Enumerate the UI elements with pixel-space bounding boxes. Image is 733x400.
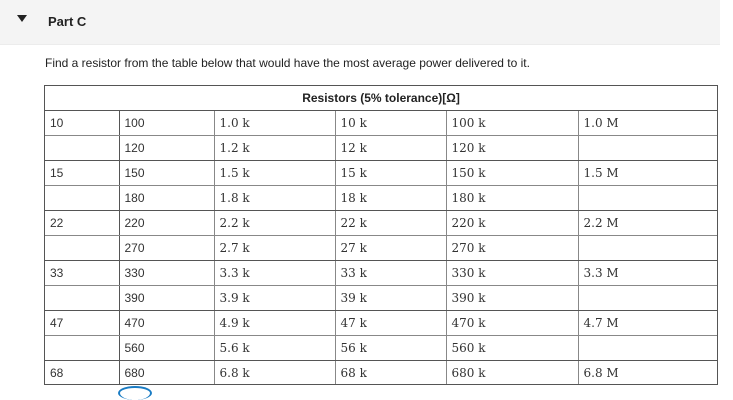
table-cell [578,286,717,311]
table-cell: 220 k [446,211,578,236]
table-cell: 150 k [446,161,578,186]
table-row [45,211,717,236]
table-row [45,111,717,136]
table-row [45,161,717,186]
table-cell: 4.9 k [214,311,335,336]
table-cell: 180 [119,186,214,211]
table-row [45,236,717,261]
table-cell: 1.8 k [214,186,335,211]
table-cell: 1.0 k [214,111,335,136]
table-cell: 330 [119,261,214,286]
table-cell: 18 k [335,186,446,211]
table-cell [45,286,119,311]
table-cell: 15 k [335,161,446,186]
table-cell: 1.2 k [214,136,335,161]
table-cell: 47 [45,311,119,336]
table-cell: 120 [119,136,214,161]
table-cell: 15 [45,161,119,186]
table-cell [578,186,717,211]
table-cell: 270 [119,236,214,261]
table-cell: 470 [119,311,214,336]
table-cell: 5.6 k [214,336,335,361]
partial-circle-icon [118,386,152,400]
table-cell [578,236,717,261]
table-cell: 330 k [446,261,578,286]
table-cell: 22 k [335,211,446,236]
table-cell: 3.9 k [214,286,335,311]
table-cell [578,136,717,161]
table-cell: 6.8 M [578,361,717,386]
table-cell: 39 k [335,286,446,311]
table-cell: 68 k [335,361,446,386]
table-cell [45,336,119,361]
table-cell: 150 [119,161,214,186]
table-cell: 180 k [446,186,578,211]
table-row [45,311,717,336]
table-cell: 1.5 k [214,161,335,186]
table-row [45,261,717,286]
table-cell: 470 k [446,311,578,336]
table-cell: 1.5 M [578,161,717,186]
table-cell: 220 [119,211,214,236]
table-cell: 6.8 k [214,361,335,386]
table-cell: 2.2 k [214,211,335,236]
table-cell: 10 k [335,111,446,136]
resistor-table [45,86,717,385]
question-text: Find a resistor from the table below that would have the most average power delivered to it. [45,56,530,70]
resistor-table-container [44,85,718,385]
table-cell: 560 [119,336,214,361]
table-cell: 27 k [335,236,446,261]
table-row [45,286,717,311]
table-cell: 4.7 M [578,311,717,336]
table-cell: 12 k [335,136,446,161]
table-cell: 1.0 M [578,111,717,136]
table-cell: 3.3 k [214,261,335,286]
part-c-header[interactable] [0,0,720,45]
table-cell: 100 [119,111,214,136]
table-body [45,111,717,386]
table-cell: 47 k [335,311,446,336]
table-cell: 33 [45,261,119,286]
table-row [45,336,717,361]
table-row [45,361,717,386]
table-cell: 680 [119,361,214,386]
collapse-caret-icon[interactable] [17,15,27,22]
part-title: Part C [48,14,87,29]
table-cell: 56 k [335,336,446,361]
table-cell: 680 k [446,361,578,386]
table-cell: 120 k [446,136,578,161]
table-cell: 22 [45,211,119,236]
table-cell [45,236,119,261]
table-row [45,186,717,211]
table-cell: 100 k [446,111,578,136]
table-cell: 10 [45,111,119,136]
table-cell: 560 k [446,336,578,361]
table-cell [45,136,119,161]
table-cell: 3.3 M [578,261,717,286]
table-cell: 2.7 k [214,236,335,261]
table-cell: 390 k [446,286,578,311]
table-caption: Resistors (5% tolerance)[Ω] [45,86,717,111]
table-row [45,136,717,161]
table-cell: 390 [119,286,214,311]
table-cell [45,186,119,211]
table-cell: 68 [45,361,119,386]
table-cell: 33 k [335,261,446,286]
table-cell: 270 k [446,236,578,261]
table-cell [578,336,717,361]
table-cell: 2.2 M [578,211,717,236]
